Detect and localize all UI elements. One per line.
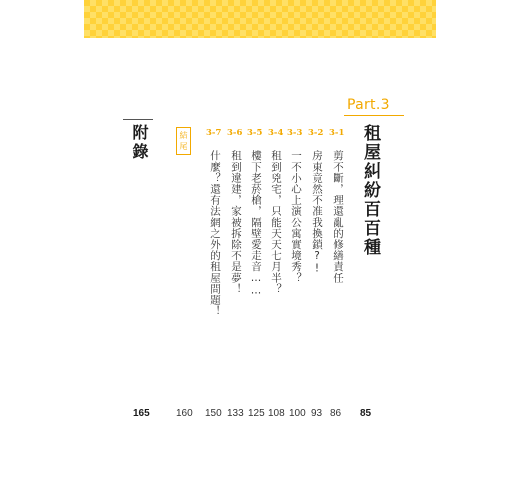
page-number-3-7: 150 — [205, 408, 222, 419]
conclusion-badge-bottom: 尾 — [179, 142, 188, 151]
section-title-3-6[interactable]: 租到違建，家被拆除不是夢！ — [230, 150, 242, 295]
page-number-3-3: 100 — [289, 408, 306, 419]
page-number-3-4: 108 — [268, 408, 285, 419]
appendix-rule — [123, 119, 153, 120]
section-title-3-7[interactable]: 什麼？還有法網之外的租屋問題！ — [209, 150, 221, 317]
conclusion-badge-top: 結 — [179, 131, 188, 140]
section-title-3-4[interactable]: 租到兇宅，只能天天七月半？ — [270, 150, 282, 295]
page-number-3-6: 133 — [227, 408, 244, 419]
header-pattern-banner — [84, 0, 436, 38]
section-number-3-6: 3-6 — [227, 128, 243, 138]
appendix-title[interactable]: 附錄 — [130, 124, 149, 162]
part-underline — [344, 115, 404, 116]
part-label: Part.3 — [347, 97, 390, 113]
conclusion-badge — [176, 127, 191, 155]
section-number-3-7: 3-7 — [206, 128, 222, 138]
section-title-3-5[interactable]: 樓下老菸槍，隔壁愛走音…… — [250, 150, 262, 298]
section-number-3-1: 3-1 — [329, 128, 345, 138]
page-number-3-5: 125 — [248, 408, 265, 419]
page-number-appendix: 165 — [133, 408, 150, 419]
section-title-3-3[interactable]: 一不小心上演公寓實境秀？ — [290, 150, 302, 284]
section-title-3-1[interactable]: 剪不斷，理還亂的修繕責任 — [332, 150, 344, 284]
section-number-3-2: 3-2 — [308, 128, 324, 138]
page-number-3-2: 93 — [311, 408, 323, 419]
section-number-3-5: 3-5 — [247, 128, 263, 138]
page-number-conclusion: 160 — [176, 408, 193, 419]
page-number-part: 85 — [360, 408, 372, 419]
section-number-3-4: 3-4 — [268, 128, 284, 138]
section-title-3-2[interactable]: 房東竟然不准我換鎖?! — [311, 150, 323, 276]
page-number-3-1: 86 — [330, 408, 342, 419]
part-title: 租屋糾紛百百種 — [360, 124, 380, 257]
section-number-3-3: 3-3 — [287, 128, 303, 138]
